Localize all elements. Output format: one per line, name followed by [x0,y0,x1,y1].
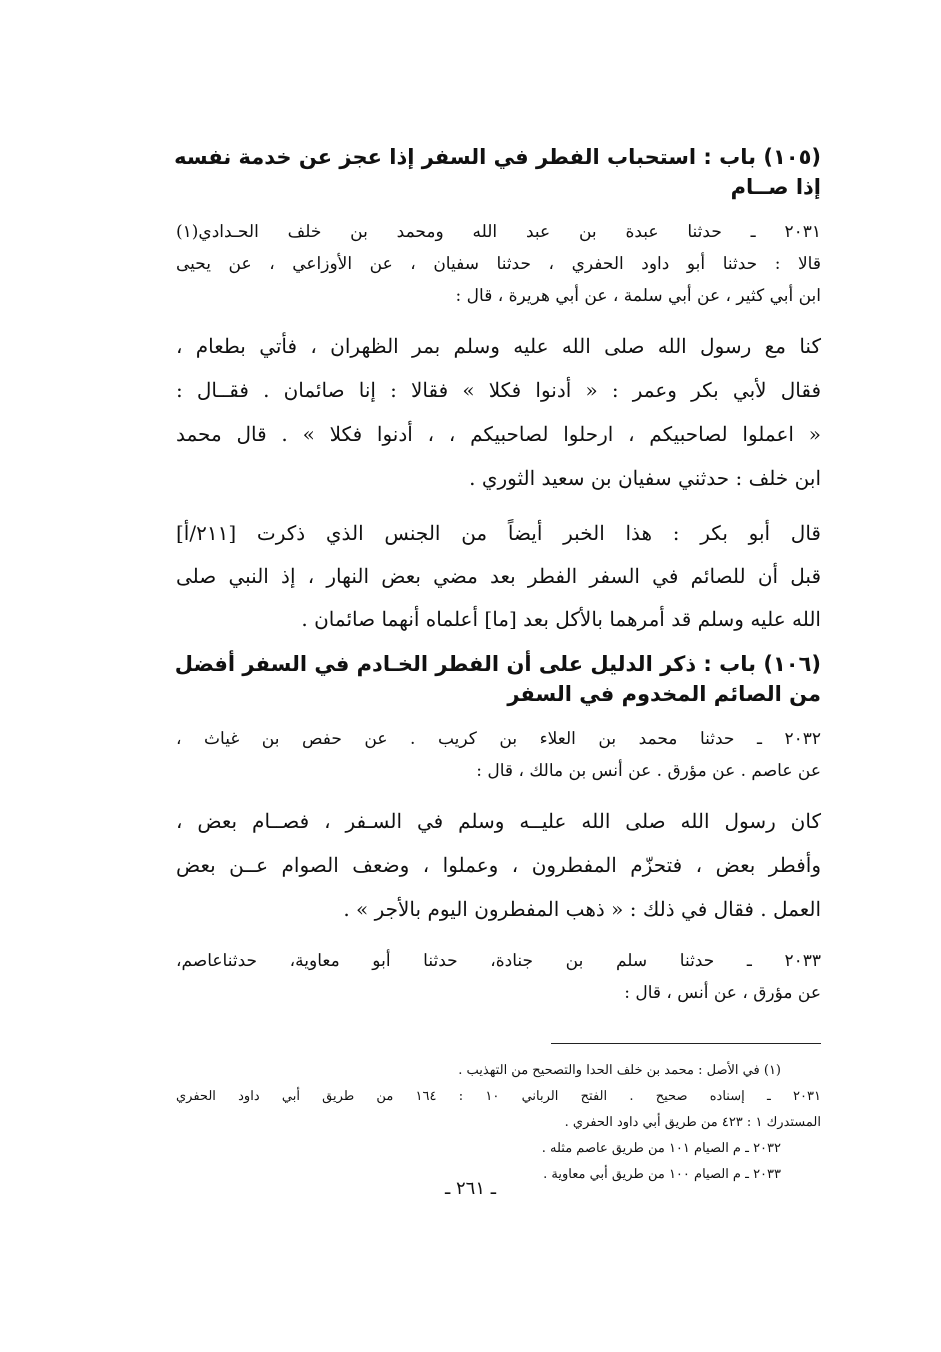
matn-line: كان رسول الله صلى الله عليــه وسلم في السـفر ، فصــام بعض ، [176,809,821,833]
page-number: ـ ٢٦١ ـ [444,1178,496,1199]
footnote-divider [551,1043,821,1044]
bab-106-heading [176,649,821,709]
heading-line: من الصائم المخدوم في السفر [507,682,821,706]
hadith-2031-matn [176,324,821,500]
isnad-line: ٢٠٣١ ـ حدثنا عبدة بن عبد الله ومحمد بن خلف الحـدادي(١) [176,222,821,242]
matn-line: كنا مع رسول الله صلى الله عليه وسلم بمر الظهران ، فأتي بطعام ، [176,334,821,358]
heading-line: (١٠٦) باب : ذكر الدليل على أن الفطر الخـادم في السفر أفضل [174,652,821,676]
hadith-2032-matn [176,799,821,931]
isnad-line: قالا : حدثنا أبو داود الحفري ، حدثنا سفيان ، عن الأوزاعي ، عن يحيى [176,254,821,274]
footnote: المستدرك ١ : ٤٢٣ من طريق أبي داود الحفري . [564,1115,821,1130]
matn-line: وأفطر بعض ، فتحزّم المفطرون ، وعملوا ، وضعف الصوام عــن بعض [176,853,821,877]
heading-line: إذا صــام [730,175,821,199]
matn-line: ابن خلف : حدثني سفيان بن سعيد الثوري . [469,466,821,490]
footnote: ٢٠٣٣ ـ م الصيام ١٠٠ من طريق أبي معاوية . [543,1167,781,1182]
bab-105-heading [176,142,821,202]
footnotes [176,1058,821,1188]
footnote: (١) في الأصل : محمد بن خلف الحدا والتصحيح من التهذيب . [458,1063,781,1078]
footnote: ٢٠٣٢ ـ م الصيام ١٠١ من طريق عاصم مثله . [541,1141,781,1156]
matn-line: فقال لأبي بكر وعمر : « أدنوا فكلا » فقالا : إنا صائمان . فقــال : [176,378,821,402]
matn-line: العمل . فقال في ذلك : « ذهب المفطرون اليوم بالأجر » . [343,897,821,921]
isnad-line: ٢٠٣٢ ـ حدثنا محمد بن العلاء بن كريب . عن حفص بن غياث ، [176,729,821,749]
comment-line: قبل أن للصائم في السفر الفطر بعد مضي بعض النهار ، إذ النبي صلى [176,564,821,588]
isnad-line: ابن أبي كثير ، عن أبي سلمة ، عن أبي هريرة ، قال : [455,286,821,306]
hadith-2032-isnad [176,723,821,787]
isnad-line: ٢٠٣٣ ـ حدثنا سلم بن جنادة، حدثنا أبو معاوية، حدثناعاصم، [176,951,821,971]
comment-line: قال أبو بكر : هذا الخبر أيضاً من الجنس الذي ذكرت [٢١١/أ] [176,521,821,545]
hadith-2033-isnad [176,945,821,1009]
heading-line: (١٠٥) باب : استحباب الفطر في السفر إذا عجز عن خدمة نفسه [174,145,821,169]
footnote: ٢٠٣١ ـ إسناده صحيح . الفتح الرباني ١٠ : ١٦٤ من طريق أبي داود الحفري [176,1089,821,1104]
comment-line: الله عليه وسلم قد أمرهما بالأكل بعد [ما] أعلماه أنهما صائمان . [301,607,821,631]
isnad-line: عن مؤرق ، عن أنس ، قال : [624,983,821,1003]
matn-line: « اعملوا لصاحبيكم ، ارحلوا لصاحبيكم ، ، أدنوا فكلا » . قال محمد [176,422,821,446]
hadith-2031-isnad [176,216,821,312]
abu-bakr-comment [176,512,821,641]
isnad-line: عن عاصم . عن مؤرق . عن أنس بن مالك ، قال : [476,761,821,781]
